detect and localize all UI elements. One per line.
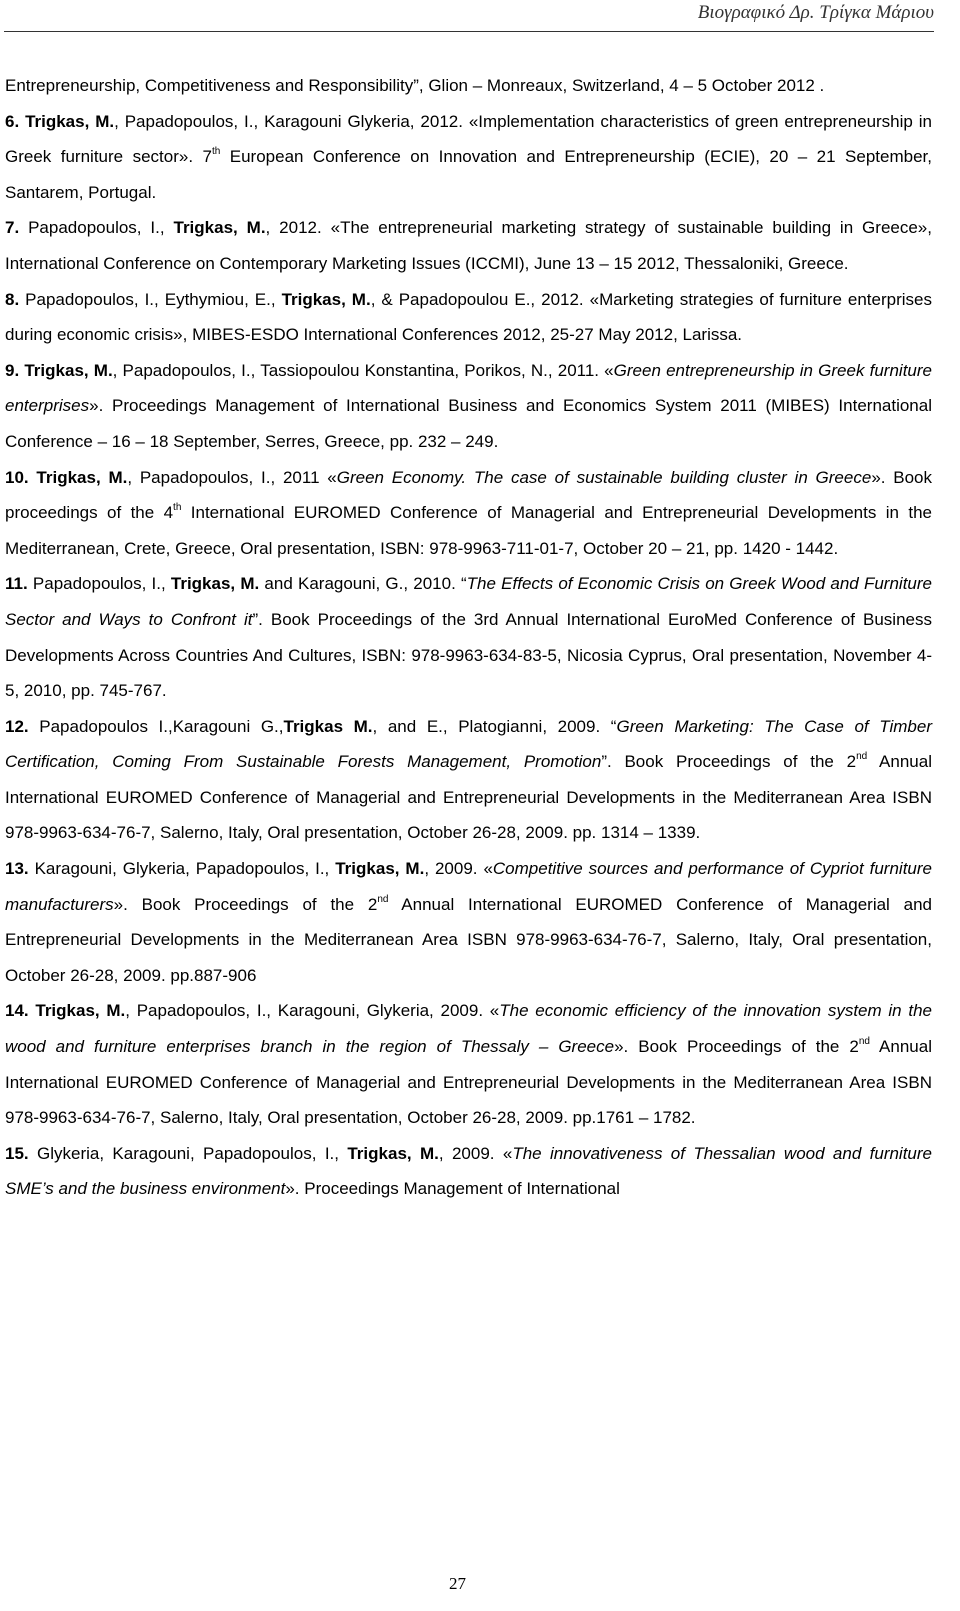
entry-title: Green entrepreneurship in Greek furniture enterprises xyxy=(5,360,932,416)
highlighted-author: Trigkas, M. xyxy=(35,1001,126,1021)
list-item-continuation xyxy=(5,68,932,104)
entry-number: 6. xyxy=(5,111,26,131)
list-item xyxy=(5,104,932,211)
entry-text: and Karagouni, G., 2010. “ xyxy=(259,574,467,594)
highlighted-author: Trigkas, M. xyxy=(281,289,371,309)
entry-text: , Papadopoulos, I., Karagouni, Glykeria, 2009. « xyxy=(125,1001,500,1021)
superscript: nd xyxy=(856,751,868,763)
entry-text: ». Book proceedings of the 4 xyxy=(5,467,933,523)
superscript: nd xyxy=(858,1036,870,1048)
list-item xyxy=(5,709,932,851)
entry-number: 15. xyxy=(5,1143,29,1163)
entry-number: 13. xyxy=(5,859,29,879)
entry-text: Papadopoulos I.,Karagouni G., xyxy=(28,716,284,736)
entry-text: , Papadopoulos, I., 2011 « xyxy=(127,467,337,487)
entry-number: 7. xyxy=(5,218,20,238)
entry-title: Green Economy. The case of sustainable building cluster in Greece xyxy=(336,467,872,487)
entry-text: Annual International EUROMED Conference of Managerial and Entrepreneurial Developments in the Mediterranean Area ISBN 978-9963-634-76-7, Salerno, Italy, Oral presentation, October 26-28, 2009. pp.1761 – 1782. xyxy=(5,1037,932,1128)
entry-text: Annual International EUROMED Conference of Managerial and Entrepreneurial Developments in the Mediterranean Area ISBN 978-9963-634-76-7, Salerno, Italy, Oral presentation, October 26-28, 2009. pp. 1314 – 1339. xyxy=(5,752,932,843)
highlighted-author: Trigkas, M. xyxy=(36,467,128,487)
page-number: 27 xyxy=(449,1574,466,1593)
entry-text: , 2009. « xyxy=(438,1143,513,1163)
entry-text: Annual International EUROMED Conference of Managerial and Entrepreneurial Developments in the Mediterranean Area ISBN 978-9963-634-76-7, Salerno, Italy, Oral presentation, October 26-28, 2009. pp.887-906 xyxy=(5,894,932,985)
entry-text: , Papadopoulos, I., Tassiopoulou Konstantina, Porikos, N., 2011. « xyxy=(112,360,614,380)
header-divider xyxy=(4,31,934,32)
entry-text: ». Proceedings Management of International xyxy=(285,1179,620,1199)
list-item xyxy=(5,460,932,567)
entry-text: , and E., Platogianni, 2009. “ xyxy=(372,716,617,736)
highlighted-author: Trigkas, M. xyxy=(173,218,266,238)
entry-text: Karagouni, Glykeria, Papadopoulos, I., xyxy=(28,859,336,879)
entry-number: 9. xyxy=(5,360,20,380)
entry-number: 14. xyxy=(5,1001,29,1021)
entry-text: , Papadopoulos, I., Karagouni Glykeria, 2012. «Implementation characteristics of green entrepreneurship in Greek furniture sector». 7 xyxy=(5,111,932,167)
superscript: th xyxy=(211,146,221,158)
entry-text: ”. Book Proceedings of the 3rd Annual International EuroMed Conference of Business Developments Across Countries And Cultures, ISBN: 978-9963-634-83-5, Nicosia Cyprus, Oral presentation, November 4-5, 2010, pp. 745-767. xyxy=(5,609,932,701)
list-item xyxy=(5,210,932,281)
entry-text: Papadopoulos, I., Eythymiou, E., xyxy=(19,289,282,309)
entry-text: Papadopoulos, I., xyxy=(27,574,171,594)
entry-number: 10. xyxy=(5,467,29,487)
entry-text: , 2012. «The entrepreneurial marketing strategy of sustainable building in Greece», International Conference on Contemporary Marketing Issues (ICCMI), June 13 – 15 2012, Thessaloniki, Greece. xyxy=(5,218,932,273)
entry-title: The innovativeness of Thessalian wood and furniture SME’s and the business environment xyxy=(5,1143,933,1199)
list-item xyxy=(5,282,932,353)
highlighted-author: Trigkas, M. xyxy=(335,859,425,879)
list-item xyxy=(5,851,932,993)
superscript: th xyxy=(173,502,182,514)
highlighted-author: Trigkas, M. xyxy=(24,360,113,380)
entry-text: ”. Book Proceedings of the 2 xyxy=(601,752,857,772)
entry-title: The economic efficiency of the innovation system in the wood and furniture enterprises branch in the region of Thessaly – Greece xyxy=(5,1001,932,1057)
highlighted-author: Trigkas, M. xyxy=(170,574,260,594)
list-item xyxy=(5,993,932,1135)
entry-text: European Conference on Innovation and Entrepreneurship (ECIE), 20 – 21 September, Santarem, Portugal. xyxy=(5,147,932,202)
entry-text: International EUROMED Conference of Managerial and Entrepreneurial Developments in the Mediterranean, Crete, Greece, Oral presentation, ISBN: 978-9963-711-01-7, October 20 – 21, pp. 1420 - 1442. xyxy=(5,503,932,558)
list-item xyxy=(5,566,932,708)
entry-number: 12. xyxy=(5,716,29,736)
entry-number: 8. xyxy=(5,289,20,309)
publication-list xyxy=(5,68,932,1207)
entry-text: , & Papadopoulou E., 2012. «Marketing strategies of furniture enterprises during economic crisis», MIBES-ESDO International Conferences 2012, 25-27 May 2012, Larissa. xyxy=(5,289,932,345)
highlighted-author: Trigkas M. xyxy=(283,716,373,736)
entry-text: ». Book Proceedings of the 2 xyxy=(113,894,378,914)
superscript: nd xyxy=(377,893,389,905)
entry-title: The Effects of Economic Crisis on Greek Wood and Furniture Sector and Ways to Confront it xyxy=(5,574,932,629)
entry-text: Papadopoulos, I., xyxy=(19,218,174,238)
entry-number: 11. xyxy=(5,574,28,594)
entry-text: Entrepreneurship, Competitiveness and Responsibility”, Glion – Monreaux, Switzerland, 4 – 5 October 2012 . xyxy=(5,76,825,95)
list-item xyxy=(5,1136,932,1207)
highlighted-author: Trigkas, M. xyxy=(347,1143,439,1163)
entry-text: Glykeria, Karagouni, Papadopoulos, I., xyxy=(28,1143,348,1163)
entry-text: ». Book Proceedings of the 2 xyxy=(614,1037,859,1057)
running-header-title: Βιογραφικό Δρ. Τρίγκα Μάριου xyxy=(697,2,934,23)
list-item xyxy=(5,353,932,460)
entry-title: Competitive sources and performance of Cypriot furniture manufacturers xyxy=(5,859,932,914)
entry-title: Green Marketing: The Case of Timber Certification, Coming From Sustainable Forests Management, Promotion xyxy=(5,716,932,772)
entry-text: , 2009. « xyxy=(424,859,493,879)
highlighted-author: Trigkas, M. xyxy=(25,111,115,131)
entry-text: ». Proceedings Management of International Business and Economics System 2011 (MIBES) International Conference – 16 – 18 September, Serres, Greece, pp. 232 – 249. xyxy=(5,396,932,451)
